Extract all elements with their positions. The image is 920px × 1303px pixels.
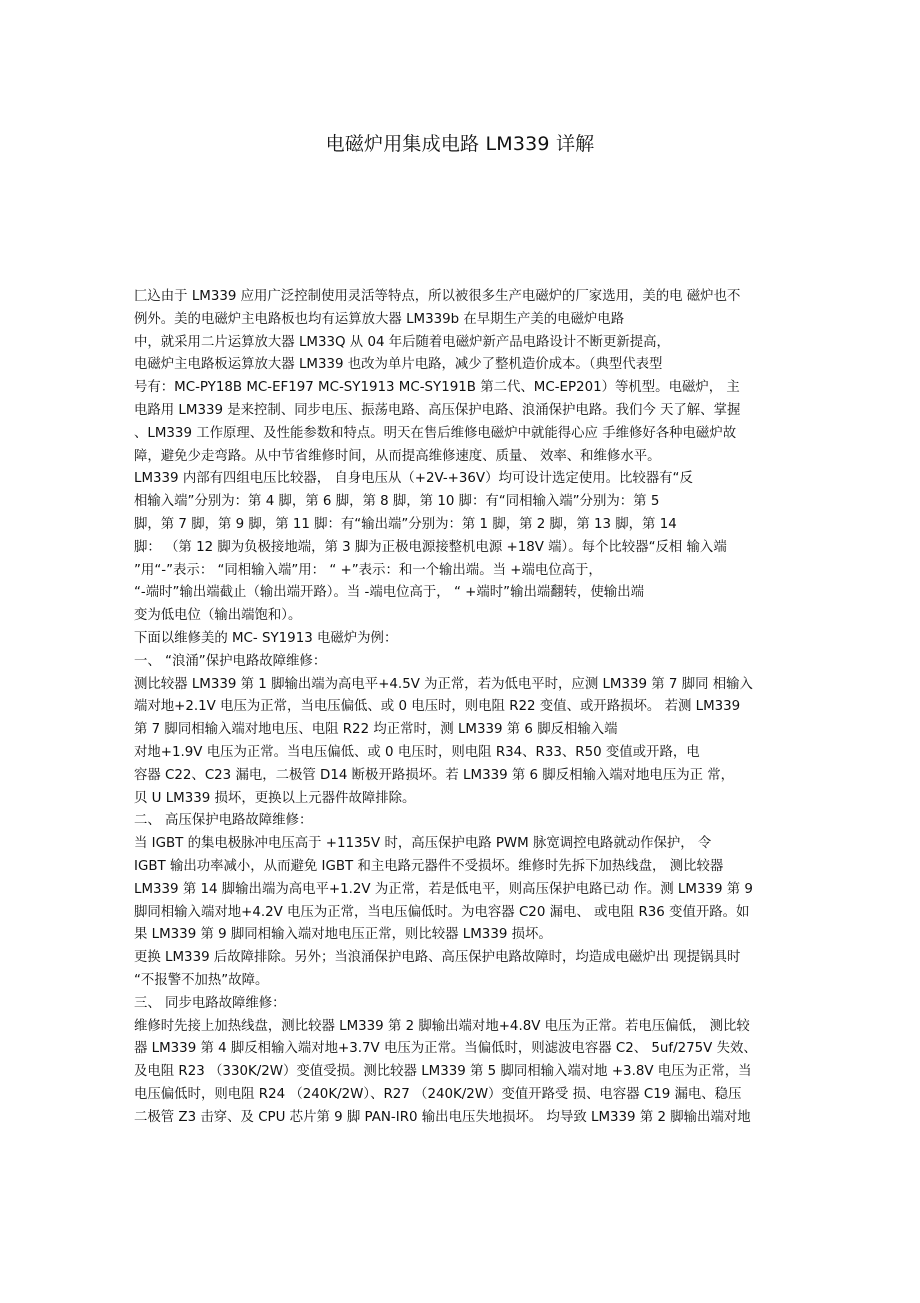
document-body: [134, 286, 786, 1129]
body-line: 电路用 LM339 是来控制、同步电压、振荡电路、高压保护电路、浪涌保护电路。我们今 天了解、掌握: [134, 402, 741, 418]
body-line: 电磁炉主电路板运算放大器 LM339 也改为单片电路，减少了整机造价成本。（典型代表型: [134, 357, 663, 373]
body-line: ”用“-”表示： “同相输入端”用： “ +”表示：和一个输出端。当 +端电位高于，: [134, 562, 602, 578]
body-line: 例外。美的电磁炉主电路板也均有运算放大器 LM339b 在早期生产美的电磁炉电路: [134, 311, 625, 327]
body-line: 脚： （第 12 脚为负极接地端，第 3 脚为正极电源接整机电源 +18V 端）。每个比较器“反相 输入端: [134, 539, 727, 555]
body-line: 三、 同步电路故障维修：: [134, 995, 286, 1011]
body-line: LM339 第 14 脚输出端为高电平+1.2V 为正常，若是低电平，则高压保护电路已动 作。测 LM339 第 9: [134, 881, 753, 897]
body-line: 匚込由于 LM339 应用广泛控制使用灵活等特点，所以被很多生产电磁炉的厂家选用，美的电 磁炉也不: [134, 289, 741, 304]
body-line: LM339 内部有四组电压比较器， 自身电压从（+2V-+36V）均可设计选定使用。比较器有“反: [134, 471, 693, 487]
body-line: IGBT 输出功率减小，从而避免 IGBT 和主电路元器件不受损坏。维修时先拆下加热线盘， 测比较器: [134, 858, 724, 874]
body-line: 第 7 脚同相输入端对地电压、电阻 R22 均正常时，测 LM339 第 6 脚反相输入端: [134, 722, 618, 738]
body-line: 号有：MC-PY18B MC-EF197 MC-SY1913 MC-SY191B 第二代、MC-EP201）等机型。电磁炉， 主: [134, 380, 740, 396]
body-line: “-端时”输出端截止（输出端开路）。当 -端电位高于， “ +端时”输出端翻转，使输出端: [134, 585, 644, 601]
body-line: 二、 高压保护电路故障维修：: [134, 813, 313, 829]
body-line: 下面以维修美的 MC- SY1913 电磁炉为例：: [134, 630, 398, 646]
body-line: 中，就采用二片运算放大器 LM33Q 从 04 年后随着电磁炉新产品电路设计不断更新提高，: [134, 334, 670, 350]
document-title: 电磁炉用集成电路 LM339 详解: [325, 133, 595, 155]
body-line: 一、 “浪涌”保护电路故障维修：: [134, 653, 327, 669]
body-line: 二极管 Z3 击穿、及 CPU 芯片第 9 脚 PAN-IR0 输出电压失地损坏。 均导致 LM339 第 2 脚输出端对地: [134, 1109, 751, 1125]
body-line: 更换 LM339 后故障排除。另外；当浪涌保护电路、高压保护电路故障时，均造成电磁炉出 现提锅具时: [134, 950, 741, 966]
body-line: 及电阻 R23 （330K/2W）变值受损。测比较器 LM339 第 5 脚同相输入端对地 +3.8V 电压为正常，当: [134, 1064, 752, 1080]
body-line: 脚同相输入端对地+4.2V 电压为正常，当电压偏低时。为电容器 C20 漏电、 或电阻 R36 变值开路。如: [134, 904, 750, 920]
body-line: 脚，第 7 脚，第 9 脚，第 11 脚：有“输出端”分别为：第 1 脚，第 2 脚，第 13 脚，第 14: [134, 516, 677, 532]
body-line: 电压偏低时，则电阻 R24 （240K/2W）、R27 （240K/2W）变值开路受 损、电容器 C19 漏电、稳压: [134, 1086, 742, 1102]
body-line: 测比较器 LM339 第 1 脚输出端为高电平+4.5V 为正常，若为低电平时，应测 LM339 第 7 脚同 相输入: [134, 676, 753, 692]
body-line: “不报警不加热”故障。: [134, 972, 269, 988]
body-line: 器 LM339 第 4 脚反相输入端对地+3.7V 电压为正常。当偏低时，则滤波电容器 C2、 5uf/275V 失效、: [134, 1041, 757, 1057]
body-line: 端对地+2.1V 电压为正常，当电压偏低、或 0 电压时，则电阻 R22 变值、或开路损坏。 若测 LM339: [134, 699, 741, 715]
body-line: 变为低电位（输出端饱和）。: [134, 608, 302, 624]
body-line: 当 IGBT 的集电极脉冲电压高于 +1135V 时，高压保护电路 PWM 脉宽调控电路就动作保护， 令: [134, 836, 712, 852]
body-line: 相输入端”分别为：第 4 脚，第 6 脚，第 8 脚，第 10 脚：有“同相输入端”分别为：第 5: [134, 494, 660, 510]
body-line: 、LM339 工作原理、及性能参数和特点。明天在售后维修电磁炉中就能得心应 手维修好各种电磁炉故: [134, 425, 737, 441]
body-line: 维修时先接上加热线盘，测比较器 LM339 第 2 脚输出端对地+4.8V 电压为正常。若电压偏低， 测比较: [134, 1018, 750, 1034]
body-line: 果 LM339 第 9 脚同相输入端对地电压正常，则比较器 LM339 损坏。: [134, 927, 552, 943]
body-line: 容器 C22、C23 漏电，二极管 D14 断极开路损坏。若 LM339 第 6 脚反相输入端对地电压为正 常，: [134, 767, 735, 783]
body-line: 障，避免少走弯路。从中节省维修时间，从而提高维修速度、质量、 效率、和维修水平。: [134, 448, 661, 464]
body-line: 对地+1.9V 电压为正常。当电压偏低、或 0 电压时，则电阻 R34、R33、R50 变值或开路，电: [134, 744, 700, 760]
body-line: 贝 U LM339 损坏，更换以上元器件故障排除。: [134, 790, 416, 806]
